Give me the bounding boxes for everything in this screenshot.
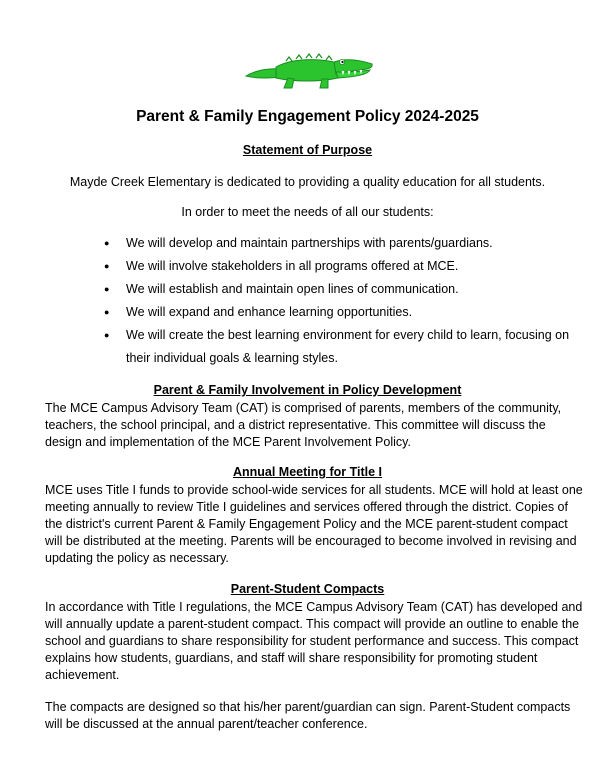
meeting-body: MCE uses Title I funds to provide school-wide services for all students. MCE will hold at least one meeting annually to review Title I guidelines and services offered through the district. Copies of the district's current Parent & Family Engagement Policy and the MCE parent-student compact will be distributed at the meeting. Parents will be encouraged to become involved in revising and updating the policy as necessary. (45, 483, 583, 565)
goals-list (104, 232, 584, 370)
list-item: ● We will establish and maintain open lines of communication. (104, 278, 584, 301)
list-item: ● We will involve stakeholders in all programs offered at MCE. (104, 255, 584, 278)
compacts-heading: Parent-Student Compacts (230, 582, 385, 596)
purpose-statement: Mayde Creek Elementary is dedicated to providing a quality education for all students. (69, 175, 546, 189)
list-item: ● We will develop and maintain partnerships with parents/guardians. (104, 232, 584, 255)
compacts-body: In accordance with Title I regulations, the MCE Campus Advisory Team (CAT) has developed and will annually update a parent-student compact. This compact will provide an outline to enable the school and guardians to share responsibility for student performance and success. This compact explains how students, guardians, and staff will share responsibility for promoting student achievement. (45, 600, 583, 682)
meeting-heading: Annual Meeting for Title I (232, 465, 383, 479)
purpose-intro: In order to meet the needs of all our students: (181, 205, 434, 219)
involvement-heading: Parent & Family Involvement in Policy Development (153, 383, 462, 397)
page-title: Parent & Family Engagement Policy 2024-2025 (136, 108, 479, 125)
purpose-heading: Statement of Purpose (242, 143, 373, 157)
involvement-body: The MCE Campus Advisory Team (CAT) is comprised of parents, members of the community, teachers, the school principal, and a district representative. This committee will discuss the design and implementation of the MCE Parent Involvement Policy. (45, 401, 562, 449)
compacts-signing: The compacts are designed so that his/her parent/guardian can sign. Parent-Student compacts will be discussed at the annual parent/teacher conference. (45, 700, 571, 731)
list-item: ● We will expand and enhance learning opportunities. (104, 301, 584, 324)
alligator-icon (242, 50, 376, 90)
list-item: ● We will create the best learning environment for every child to learn, focusing on their individual goals & learning styles. (104, 324, 584, 370)
